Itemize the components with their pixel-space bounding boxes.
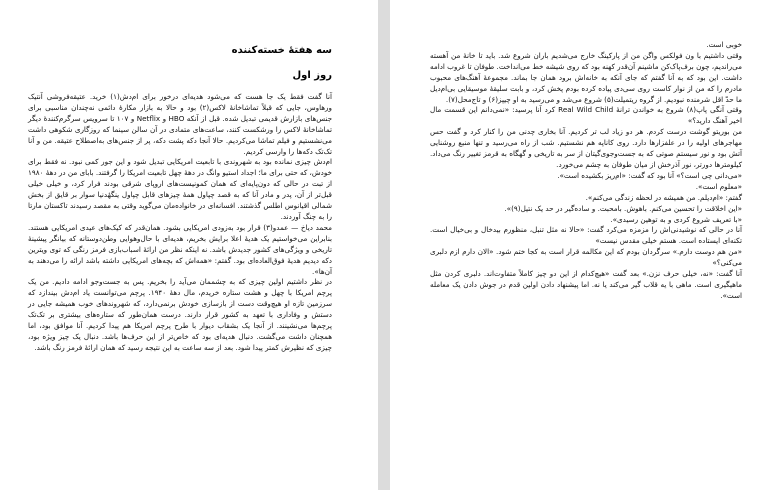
paragraph: آنا در حالی که نوشیدنی‌اش را مزمزه می‌کرد گفت: «حالا نه مثل تنبل، منظورم بیدخال و بی‌خیال است. تکنه‌ای ایستاده است. هستم خیلی مقدس نیست» (430, 225, 742, 246)
right-page-body (430, 40, 742, 302)
paragraph: وقتی آنگی پاپ(۸) شروع به خواندن ترانهٔ Real Wild Child کرد آنا پرسید: «نمی‌دانم این قسمت مال اخیر آهنگ دارید؟» (430, 105, 742, 126)
paragraph: ام‌دش چیزی نمانده بود به شهروندی با تابعیت امریکایی تبدیل شود و این جور کمی نبود. نه فقط برای خودش، که حتی برای ما؛ اجداد استیو وانگ در دههٔ چهل تابعیت امریکا را گرفتند. بابای من در دههٔ ۱۹۸۰ از تبت در حالی که دون‌پایه‌ای که همان کمونیست‌های اروپای شرقی بودند فرار کرد، و خیلی خیلی قبل‌تر از آن، پدر و مادر آنا که به قصد چپاول همهٔ چیزهای قابل چپاول ینگهٔدنیا سوار بر قایق از بخش شمالی اقیانوس اطلس گذشتند. افسانه‌ای در خانواده‌مان می‌گوید وقتی به مقصد رسیدند تاکستان مارتا را به چنگ آوردند. (28, 157, 332, 221)
left-page (0, 0, 378, 490)
paragraph: در نظر داشتیم اولین چیزی که به چشممان می‌آید را بخریم. پس به جست‌وجو ادامه دادیم. من یک پرچم امریکا با چهل و هشت ستاره خریدم، مال دههٔ ۱۹۴۰. پرچم می‌توانست یاد ام‌دش بیندازد که سرزمین تازه او هیچ‌وقت دست از بازسازی خودش برنمی‌دارد، که شهروندهای خوب همیشه جایی در دستش و وفاداری با تعهد به کشور قرار دارند. درست همان‌طور که ستاره‌های بیشتری بر تک‌تک پرچم‌ها می‌نشینند. از آنجا یک بشقاب دیوار با طرح پرچم امریکا هم پیدا کردیم. آنا موافق بود، اما همچنان داشت می‌گشت. دنبال هدیه‌ای بود که خاص‌تر از این حرف‌ها باشد. دنبال یک چیز ویژه بود، چیزی که نظیرش کمتر پیدا شود. بعد از سه ساعت به این نتیجه رسید که همان ارائهٔ فرمز رنگ باشد. (28, 277, 332, 352)
paragraph: «می‌دانی چی است؟» آنا بود که گفت: «ام‌ریز بکشیده است». (557, 170, 742, 180)
left-page-body (28, 92, 332, 354)
paragraph: گفتم: «ام‌دیلم. من همیشه در لحظه زندگی می‌کنم». (585, 192, 742, 202)
paragraph: «این اخلاقت را تحسین می‌کنم. باهوش. بامحبت. و ساده‌گیر در حد یک نتیل(۹)». (504, 203, 742, 213)
chapter-title: سه هفتهٔ خسته‌کننده (231, 45, 332, 56)
paragraph: آنا گفت: «نه، خیلی حرف نزن.» بعد گفت «هیچ‌کدام از این دو چیز کاملاً متفاوت‌اند. دلبری کردن مثل ماهیگیری است. ماهی با یه قلاب گیر می‌کند یا نه. اما پیشنهاد دادن اولین قدم در جوش دادن یک معامله است». (430, 269, 742, 300)
paragraph: خوبی است. (706, 40, 742, 49)
right-page (390, 0, 768, 490)
section-title: روز اول (292, 70, 332, 81)
paragraph: «من هم دوست دارم.» سرگردان بودم که این مکالمه قرار است به کجا ختم شود. «الان دارم ازم دلبری می‌کنی؟» (430, 247, 742, 268)
paragraph: «با تعریف شروع کردی و به توهین رسیدی». (610, 214, 742, 224)
paragraph: وقتی داشتیم با ون فولکس واگن من از پارکینگ خارج می‌شدیم باران شروع شد. باید تا خانهٔ من آهسته می‌راندیم، چون برف‌پاک‌کن ماشینم آن‌قدر کهنه بود که روی شیشه خط می‌انداخت. طوفان تا غروب ادامه داشت. این بود که به آنا گفتم که جای آنکه به خانه‌اش برود همان جا بماند. مجموعهٔ آهنگ‌های محبوب مادرم را که من از نوار کاست روی سی‌دی پیاده کرده بودم پخش کرد، و بابت سلیقهٔ موسیقایی بی‌ام‌دیل ما حدّ اقل شرمنده نبودیم. از گروه ریتمیلت(۵) شروع می‌شد و می‌رسید به او چیپز(۶) و تاج‌محل(۷). (430, 50, 742, 104)
paragraph: من بوریتو گوشت درست کردم. هر دو زیاد لب تر کردیم. آنا بخاری چدنی من را کنار کرد و گفت حس مهاجرهای اولیه را در علفزارها دارد. روی کاناپه هم نشستیم. شب از راه می‌رسید و تنها منبع روشنایی آتش بود و نور سیستم صوتی که به جست‌وجوی‌گیتان از سر به تاریخی و گهگاه به قرمز تغییر رنگ می‌داد. کیلومترها دورتر، نور آذرخش از میان طوفان به چشم می‌خورد. (430, 127, 742, 169)
paragraph: «معلوم است». (695, 181, 742, 191)
paragraph: آنا گفت فقط یک جا هست که می‌شود هدیه‌ای درخور برای ام‌دش(۱) خرید. عتیقه‌فروشی آنتیک ورهاوس، جایی که قبلاً تماشاخانهٔ لاکس(۲) بود و حالا به بازار مکارهٔ دائمی نه‌چندان مناسبی برای جنس‌های بازارش قدیمی تبدیل شده. قبل از آنکه HBO و Netflix و ۱۰۷ تا سرویس سرگرم‌کنندهٔ دیگر تماشاخانهٔ لاکس را ورشکست کنند، ساعت‌های متمادی در آن سالن سینما که روزگاری شکوهی داشت می‌نشستیم و فیلم تماشا می‌کردیم. حالا آنجا دکه پشت دکه، پر از جنس‌های به‌اصطلاح عتیقه. من و آنا تک‌تک دکه‌ها را وارسی کردیم. (28, 92, 333, 156)
paragraph: محمد دیاخ — عمدو(۳) قرار بود به‌زودی امریکایی بشود. همان‌قدر که کیک‌های عیدی امریکایی هستند. بنابراین می‌خواستیم یک هدیهٔ اعلا برایش بخریم، هدیه‌ای با حال‌وهوایی وطن‌دوستانه که بیانگر پیشینهٔ تاریخی و ویژگی‌های کشور جدیدش باشد. نه اینکه نظر من ارائهٔ اسباب‌بازی فرمز رنگی که توی ویترین دکه دیدیم هدیهٔ فوق‌العاده‌ای بود. گفتم: «همه‌اش که بچه‌های امریکایی داشته باشد ارائه را می‌دهند به آن‌ها». (28, 222, 332, 276)
